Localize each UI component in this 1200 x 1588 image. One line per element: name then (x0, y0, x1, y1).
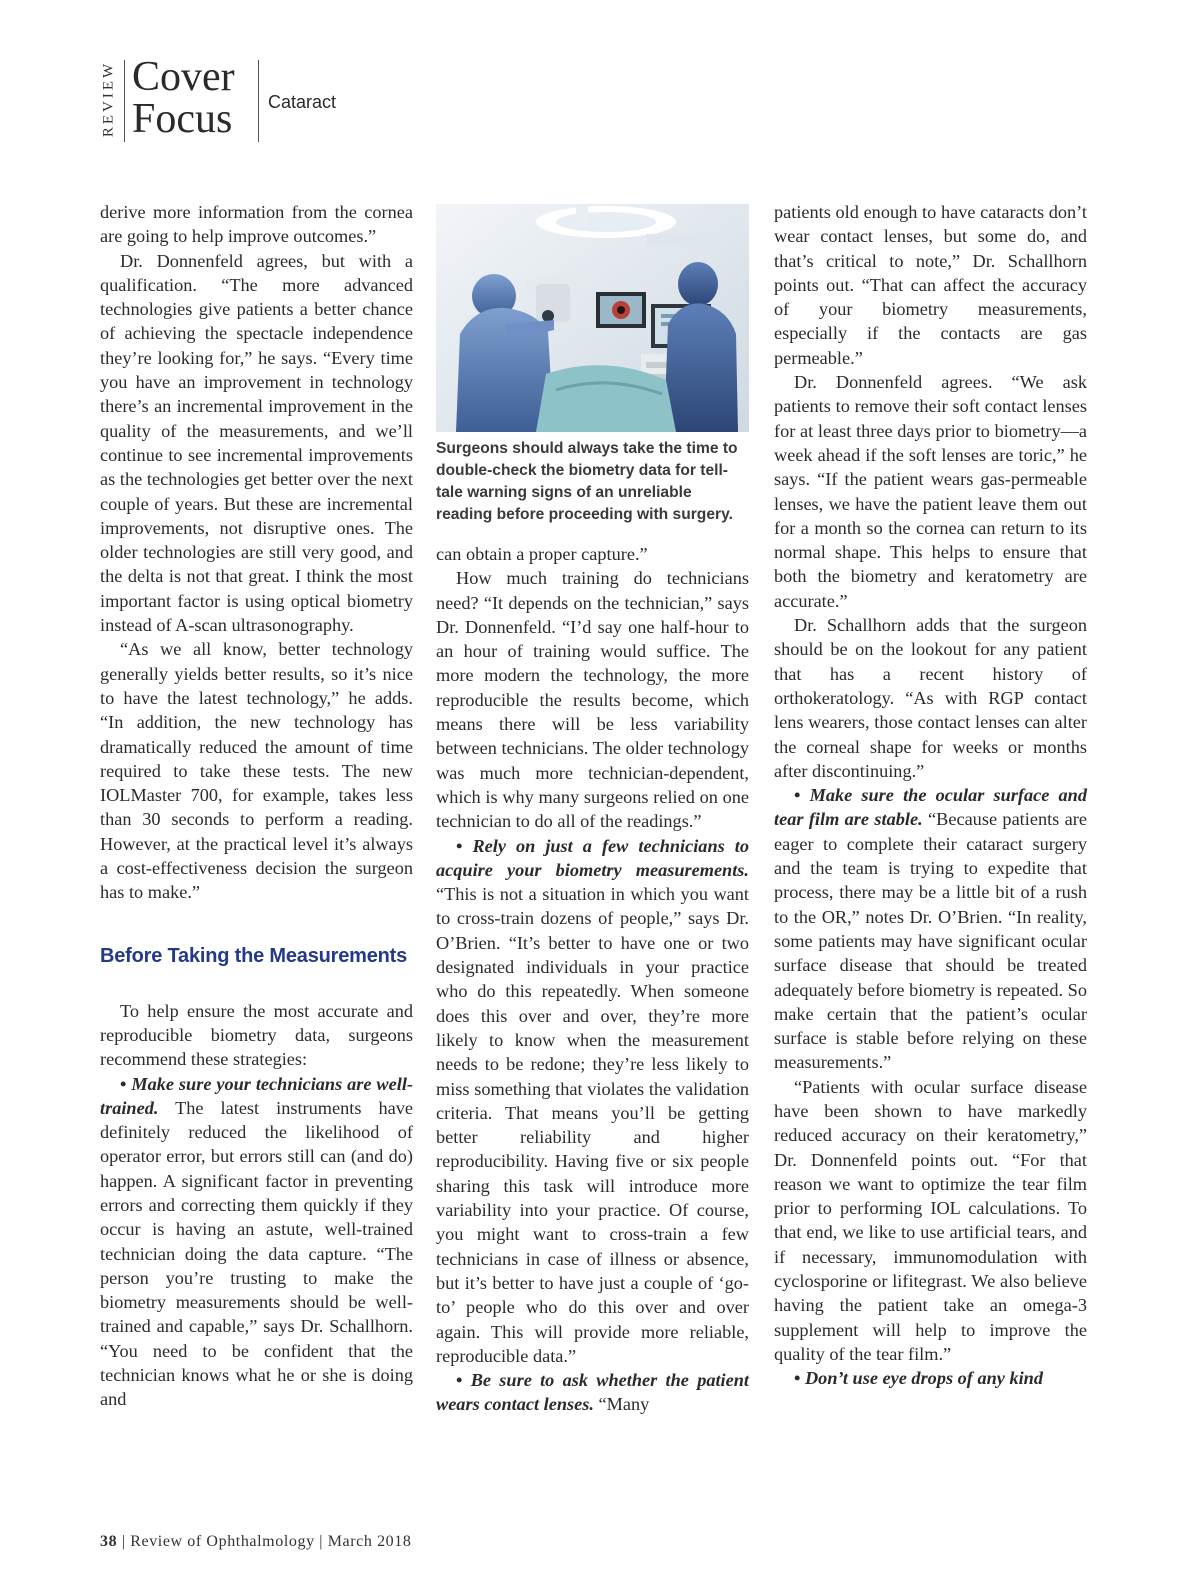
page-footer (100, 1533, 411, 1551)
footer-separator: | (121, 1533, 126, 1550)
bullet-lead: Be sure to ask whether the patient wears contact lenses. (436, 1370, 749, 1415)
masthead-rule-right (258, 60, 259, 142)
bullet-paragraph (436, 1368, 749, 1417)
paragraph: patients old enough to have cataracts don’t wear contact lenses, but some do, and that’s critical to note,” Dr. Schallhorn points out. “That can affect the accuracy of your biometry measurements, especially if the contacts are gas permeable.” (774, 202, 1087, 368)
bullet-lead: Rely on just a few technicians to acquire your biometry measurements. (436, 835, 749, 880)
bullet-lead: Make sure the ocular surface and tear film are stable. (774, 785, 1087, 830)
paragraph: can obtain a proper capture.” (436, 544, 648, 564)
article-column-2 (436, 542, 749, 1417)
bullet-dot-icon: • (794, 1368, 805, 1389)
bullet-text: “This is not a situation in which you want to cross-train dozens of people,” says Dr. O’Brien. “It’s better to have one or two designated individuals in your practice who do this repeatedly. When someone does this over and over, they’re more likely to know when the measurement needs to be redone; they’re less likely to miss something that violates the validation criteria. That means you’ll be getting better reliability and higher reproducibility. Having five or six people sharing this task will introduce more variability into your practice. Of course, you might want to cross-train a few technicians in case of illness or absence, but it’s better to have just a couple of ‘go-to’ people who do this over and over again. This will provide more reliable, reproducible data.” (436, 884, 749, 1366)
bullet-lead: Don’t use eye drops of any kind (804, 1368, 1043, 1389)
bullet-dot-icon: • (456, 1370, 471, 1391)
magazine-name: Review of Ophthalmology (130, 1533, 315, 1550)
bullet-text: “Because patients are eager to complete their cataract surgery and the team is trying to expedite that process, there may be a little bit of a rush to the OR,” notes Dr. O’Brien. “In reality, some patients may have significant ocular surface disease that should be treated adequately before biometry is repeated. So make certain that the patient’s ocular surface is stable before relying on these measurements.” (774, 809, 1087, 1073)
bullet-paragraph (774, 783, 1087, 1075)
surgery-photo (436, 204, 749, 432)
article-column-1 (100, 200, 413, 1412)
bullet-paragraph (436, 834, 749, 1369)
article-column-3 (774, 200, 1087, 1391)
masthead-rule-left (124, 60, 125, 142)
bullet-dot-icon: • (456, 835, 473, 856)
paragraph: “As we all know, better technology generally yields better results, so it’s nice to have the latest technology,” he adds. “In addition, the new technology has dramatically reduced the amount of time required to take these tests. The new IOLMaster 700, for example, takes less than 30 seconds to perform a reading. However, at the practical level it’s always a cost-effectiveness decision the surgeon has to make.” (100, 639, 413, 903)
operating-room-illustration (436, 204, 749, 432)
bullet-paragraph (100, 1072, 413, 1412)
paragraph: To help ensure the most accurate and reproducible biometry data, surgeons recommend these strategies: (100, 1000, 413, 1070)
footer-separator: | (319, 1533, 324, 1550)
paragraph: How much training do technicians need? “It depends on the technician,” says Dr. Donnenfeld. “I’d say one half-hour to an hour of training would suffice. The more modern the technology, the more reproducible the results become, which means there will be less variability between technicians. The older technology was much more technician-dependent, which is why many surgeons relied on one technician to do all of the readings.” (436, 568, 749, 832)
page-number: 38 (100, 1533, 118, 1550)
bullet-paragraph (774, 1366, 1087, 1390)
title-line-1: Cover (132, 54, 235, 100)
title-line-2: Focus (132, 96, 233, 142)
photo-caption: Surgeons should always take the time to double-check the biometry data for tell-tale warning signs of an unreliable reading before proceeding with surgery. (436, 440, 738, 523)
bullet-dot-icon: • (794, 785, 810, 806)
bullet-lead: Make sure your technicians are well-trained. (100, 1073, 413, 1118)
cover-focus-title (132, 56, 235, 140)
bullet-text: The latest instruments have definitely reduced the likelihood of operator error, but errors still can (and do) happen. A significant factor in preventing errors and correcting them quickly if they occur is having an astute, well-trained technician doing the data capture. “The person you’re trusting to make the biometry measurements should be well-trained and capable,” says Dr. Schallhorn. “You need to be confident that the technician knows what he or she is doing and (100, 1097, 413, 1410)
paragraph: “Patients with ocular surface disease have been shown to have markedly reduced accuracy on their keratometry,” Dr. Donnenfeld points out. “For that reason we want to optimize the tear film prior to performing IOL calculations. To that end, we like to use artificial tears, and if necessary, immunomodulation with cyclosporine or lifitegrast. We also believe having the patient take an omega-3 supplement will help to improve the quality of the tear film.” (774, 1076, 1087, 1364)
subhead: Before Taking the Measurements (100, 944, 408, 967)
paragraph: derive more information from the cornea are going to help improve outcomes.” (100, 202, 413, 247)
issue-date: March 2018 (327, 1533, 412, 1550)
paragraph: Dr. Schallhorn adds that the surgeon should be on the lookout for any patient that has a recent history of orthokeratology. “As with RGP contact lens wearers, those contact lenses can alter the corneal shape for weeks or months after discontinuing.” (774, 615, 1087, 781)
bullet-text: “Many (593, 1394, 650, 1415)
paragraph: Dr. Donnenfeld agrees. “We ask patients to remove their soft contact lenses for at least three days prior to biometry—a week ahead if the soft lenses are toric,” he says. “If the patient wears gas-permeable lenses, we have the patient leave them out for a month so the cornea can return to its normal shape. This helps to ensure that both the biometry and keratometry are accurate.” (774, 372, 1087, 611)
section-label: Cataract (268, 92, 337, 112)
review-vertical-label: REVIEW (100, 60, 117, 138)
paragraph: Dr. Donnenfeld agrees, but with a qualification. “The more advanced technologies give patients a better chance of achieving the spectacle independence they’re looking for,” he says. “Every time you have an improvement in technology there’s an incremental improvement in the quality of the measurements, and we’ll continue to see incremental improvements as the technologies get better over the next couple of years. But these are incremental improvements, not disruptive ones. The older technologies are still very good, and the delta is not that great. I think the most important factor is using optical biometry instead of A-scan ultrasonography. (100, 250, 413, 636)
bullet-dot-icon: • (120, 1073, 132, 1094)
